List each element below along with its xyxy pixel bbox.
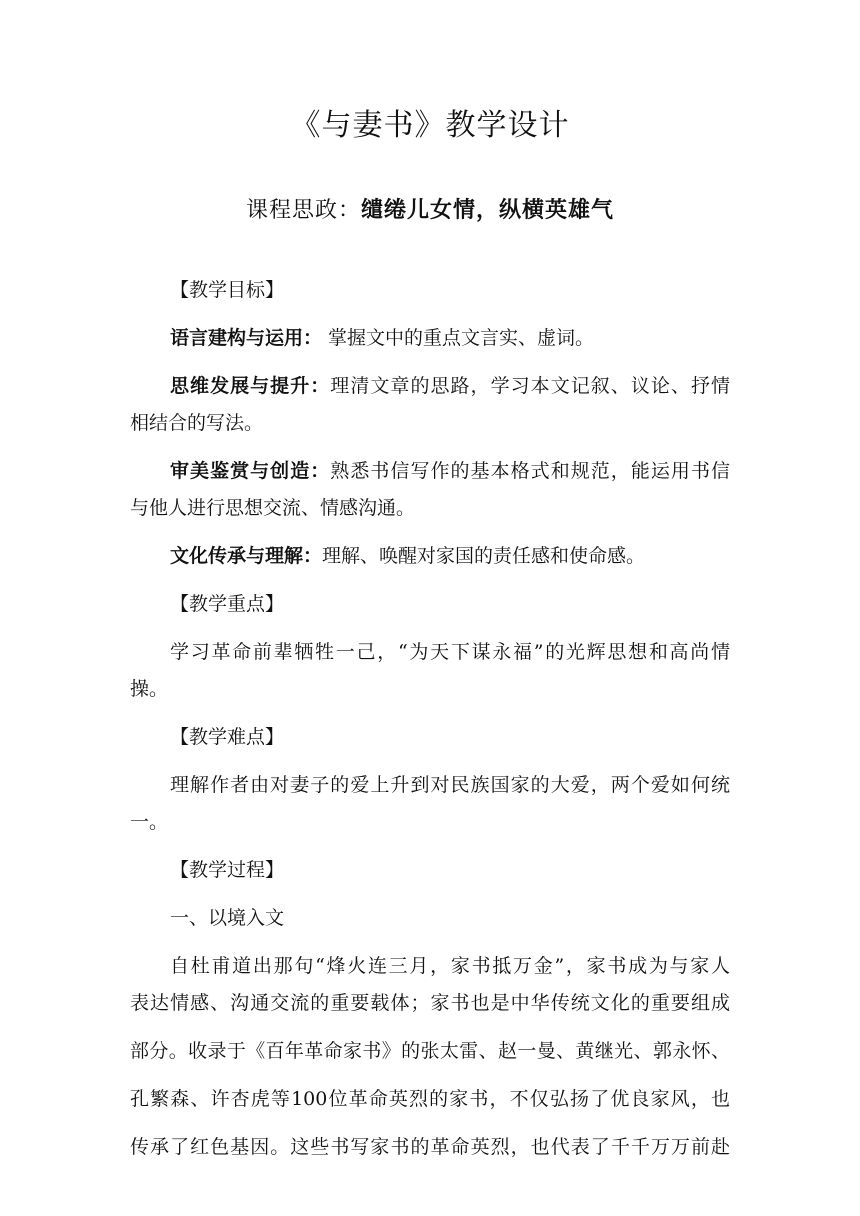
subtitle-prefix: 课程思政： — [245, 198, 361, 223]
objective-thinking-label: 思维发展与提升： — [170, 375, 331, 397]
document-body — [130, 272, 730, 1166]
intro-paragraph-line: 部分。收录于《百年革命家书》的张太雷、赵一曼、黄继光、郭永怀、 — [130, 1040, 730, 1062]
intro-paragraph-line: 表达情感、沟通交流的重要载体；家书也是中华传统文化的重要组成 — [130, 992, 730, 1014]
objective-aesthetic — [130, 453, 730, 527]
objective-culture-text: 理解、唤醒对家国的责任感和使命感。 — [322, 545, 646, 567]
key-points-line1: 学习革命前辈牺牲一己，“为天下谋永福”的光辉思想和高尚情 — [170, 641, 730, 663]
objective-aesthetic-line2: 与他人进行思想交流、情感沟通。 — [130, 497, 416, 519]
document-subtitle — [0, 192, 860, 229]
objective-thinking-line1 — [130, 368, 730, 405]
key-points-heading: 【教学重点】 — [170, 593, 285, 615]
objective-aesthetic-text1: 熟悉书信写作的基本格式和规范，能运用书信 — [330, 460, 730, 482]
difficulties-line1: 理解作者由对妻子的爱上升到对民族国家的大爱，两个爱如何统 — [170, 774, 730, 796]
difficulties-heading: 【教学难点】 — [170, 726, 285, 748]
objectives-heading: 【教学目标】 — [170, 279, 285, 301]
objective-language-label: 语言建构与运用： — [170, 327, 323, 349]
process-heading: 【教学过程】 — [170, 859, 285, 881]
intro-paragraph-line: 自杜甫道出那句“烽火连三月，家书抵万金”，家书成为与家人 — [170, 955, 730, 977]
intro-paragraph-line: 传承了红色基因。这些书写家书的革命英烈，也代表了千千万万前赴 — [130, 1136, 730, 1158]
key-points-line2: 操。 — [130, 678, 169, 700]
subtitle-emphasis: 缱绻儿女情，纵横英雄气 — [361, 197, 615, 223]
objective-language — [130, 320, 730, 357]
objective-culture — [130, 538, 730, 575]
section-1-title: 一、以境入文 — [170, 907, 285, 929]
difficulties-paragraph — [130, 767, 730, 841]
objective-thinking-line2: 相结合的写法。 — [130, 412, 264, 434]
intro-paragraph-line: 孔繁森、许杏虎等100位革命英烈的家书，不仅弘扬了优良家风，也 — [130, 1088, 730, 1110]
intro-paragraph — [130, 948, 730, 1166]
key-points-paragraph — [130, 634, 730, 708]
difficulties-line2: 一。 — [130, 811, 169, 833]
objective-culture-label: 文化传承与理解： — [170, 545, 323, 567]
objective-language-text: 掌握文中的重点文言实、虚词。 — [322, 327, 595, 349]
objective-thinking — [130, 368, 730, 442]
document-title: 《与妻书》教学设计 — [290, 108, 570, 143]
objective-thinking-text1: 理清文章的思路，学习本文记叙、议论、抒情 — [330, 375, 730, 397]
objective-aesthetic-label: 审美鉴赏与创造： — [170, 460, 331, 482]
objective-aesthetic-line1 — [130, 453, 730, 490]
